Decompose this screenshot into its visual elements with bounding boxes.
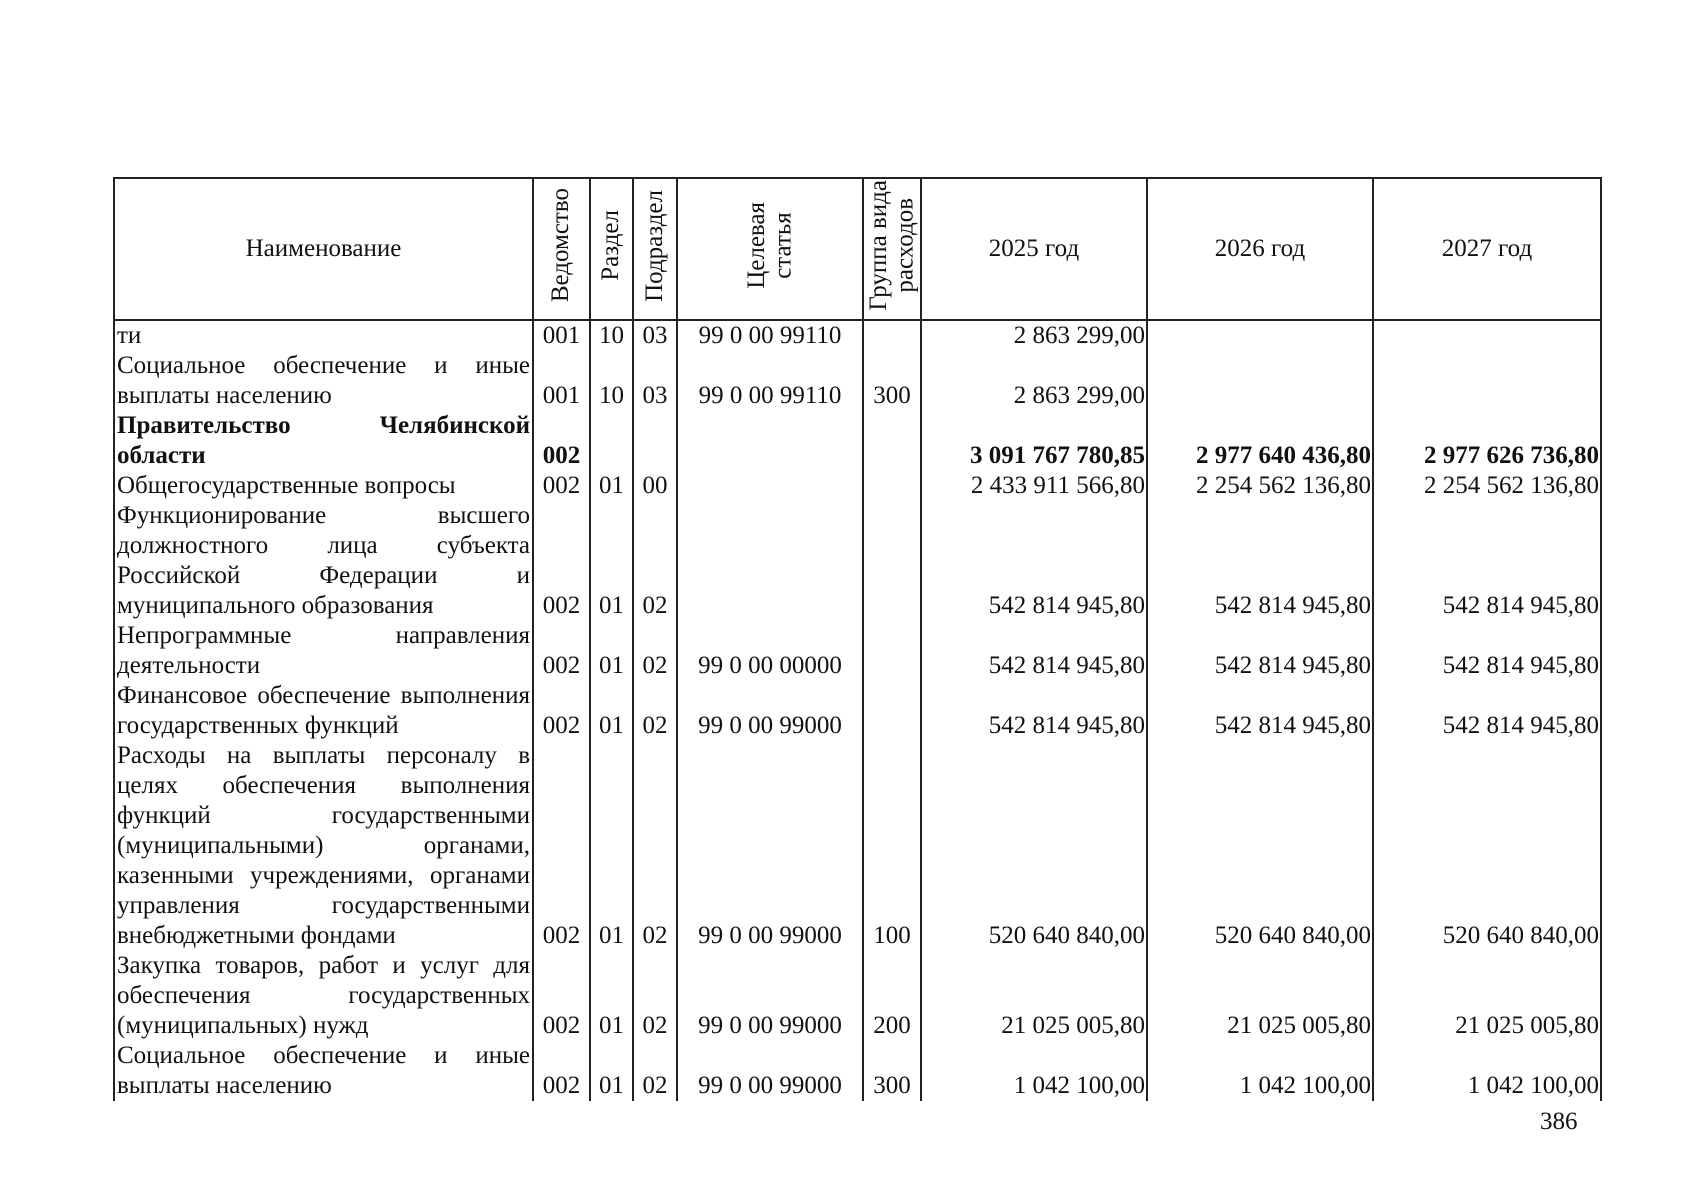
row-amount-2027: 2 254 562 136,80 <box>1373 471 1601 501</box>
row-podrazdel: 02 <box>633 501 677 621</box>
table-header-row <box>114 178 1601 320</box>
header-celevaya-statya: Целевая статья <box>677 178 863 320</box>
header-name: Наименование <box>114 178 533 320</box>
row-gruppa: 100 <box>863 741 921 951</box>
page-number: 386 <box>1540 1108 1578 1135</box>
row-amount-2026: 2 977 640 436,80 <box>1147 411 1373 471</box>
row-name: Непрограммные направления деятельности <box>114 621 533 681</box>
header-year-2025: 2025 год <box>921 178 1147 320</box>
header-podrazdel: Подраздел <box>633 178 677 320</box>
row-celevaya-statya: 99 0 00 99110 <box>677 320 863 351</box>
row-amount-2027: 542 814 945,80 <box>1373 501 1601 621</box>
table-row <box>114 621 1601 681</box>
row-celevaya-statya: 99 0 00 99000 <box>677 741 863 951</box>
row-amount-2027 <box>1373 351 1601 411</box>
row-gruppa <box>863 320 921 351</box>
row-podrazdel: 02 <box>633 621 677 681</box>
row-celevaya-statya: 99 0 00 99110 <box>677 351 863 411</box>
row-gruppa <box>863 501 921 621</box>
row-podrazdel: 00 <box>633 471 677 501</box>
row-amount-2027: 520 640 840,00 <box>1373 741 1601 951</box>
row-amount-2026: 520 640 840,00 <box>1147 741 1373 951</box>
row-podrazdel: 03 <box>633 320 677 351</box>
row-amount-2026 <box>1147 351 1373 411</box>
header-year-2027: 2027 год <box>1373 178 1601 320</box>
row-vedomstvo: 002 <box>533 411 590 471</box>
row-name: Социальное обеспечение и иные выплаты населению <box>114 1041 533 1101</box>
header-vedomstvo: Ведомство <box>533 178 590 320</box>
row-amount-2027: 2 977 626 736,80 <box>1373 411 1601 471</box>
header-gruppa-vida-rashodov: Группа вида расходов <box>863 178 921 320</box>
row-amount-2026 <box>1147 320 1373 351</box>
row-razdel: 01 <box>590 951 633 1041</box>
row-name: ти <box>114 320 533 351</box>
row-name: Финансовое обеспечение выполнения государственных функций <box>114 681 533 741</box>
row-podrazdel <box>633 411 677 471</box>
table-row <box>114 471 1601 501</box>
row-podrazdel: 02 <box>633 1041 677 1101</box>
row-amount-2027: 1 042 100,00 <box>1373 1041 1601 1101</box>
row-amount-2025: 2 863 299,00 <box>921 320 1147 351</box>
row-name: Социальное обеспечение и иные выплаты населению <box>114 351 533 411</box>
row-razdel: 01 <box>590 681 633 741</box>
row-vedomstvo: 002 <box>533 951 590 1041</box>
row-amount-2026: 21 025 005,80 <box>1147 951 1373 1041</box>
row-gruppa <box>863 471 921 501</box>
row-razdel: 01 <box>590 1041 633 1101</box>
row-amount-2026: 542 814 945,80 <box>1147 621 1373 681</box>
row-vedomstvo: 001 <box>533 351 590 411</box>
row-name: Общегосударственные вопросы <box>114 471 533 501</box>
row-podrazdel: 02 <box>633 741 677 951</box>
row-vedomstvo: 002 <box>533 621 590 681</box>
table-row <box>114 741 1601 951</box>
row-celevaya-statya <box>677 411 863 471</box>
row-vedomstvo: 002 <box>533 501 590 621</box>
row-celevaya-statya: 99 0 00 99000 <box>677 1041 863 1101</box>
row-gruppa <box>863 411 921 471</box>
row-gruppa <box>863 621 921 681</box>
row-celevaya-statya: 99 0 00 00000 <box>677 621 863 681</box>
row-amount-2025: 542 814 945,80 <box>921 501 1147 621</box>
row-podrazdel: 03 <box>633 351 677 411</box>
row-gruppa <box>863 681 921 741</box>
row-amount-2026: 542 814 945,80 <box>1147 501 1373 621</box>
row-celevaya-statya: 99 0 00 99000 <box>677 951 863 1041</box>
row-name: Функционирование высшего должностного лица субъекта Российской Федерации и муниципального образования <box>114 501 533 621</box>
row-amount-2026: 2 254 562 136,80 <box>1147 471 1373 501</box>
table-row <box>114 681 1601 741</box>
row-vedomstvo: 001 <box>533 320 590 351</box>
row-vedomstvo: 002 <box>533 1041 590 1101</box>
table-row <box>114 411 1601 471</box>
table-row <box>114 1041 1601 1101</box>
table-row <box>114 320 1601 351</box>
row-podrazdel: 02 <box>633 951 677 1041</box>
table-row <box>114 951 1601 1041</box>
row-amount-2027: 21 025 005,80 <box>1373 951 1601 1041</box>
row-amount-2025: 21 025 005,80 <box>921 951 1147 1041</box>
budget-table <box>113 177 1602 1101</box>
row-amount-2027: 542 814 945,80 <box>1373 681 1601 741</box>
row-vedomstvo: 002 <box>533 741 590 951</box>
row-amount-2026: 1 042 100,00 <box>1147 1041 1373 1101</box>
row-celevaya-statya <box>677 501 863 621</box>
header-razdel: Раздел <box>590 178 633 320</box>
row-vedomstvo: 002 <box>533 681 590 741</box>
row-razdel: 01 <box>590 621 633 681</box>
row-razdel: 10 <box>590 351 633 411</box>
row-podrazdel: 02 <box>633 681 677 741</box>
row-vedomstvo: 002 <box>533 471 590 501</box>
row-razdel: 01 <box>590 471 633 501</box>
row-gruppa: 300 <box>863 351 921 411</box>
row-name: Закупка товаров, работ и услуг для обеспечения государственных (муниципальных) нужд <box>114 951 533 1041</box>
row-razdel: 01 <box>590 501 633 621</box>
row-amount-2027 <box>1373 320 1601 351</box>
row-razdel: 10 <box>590 320 633 351</box>
row-amount-2027: 542 814 945,80 <box>1373 621 1601 681</box>
row-amount-2025: 2 433 911 566,80 <box>921 471 1147 501</box>
header-year-2026: 2026 год <box>1147 178 1373 320</box>
row-amount-2025: 2 863 299,00 <box>921 351 1147 411</box>
table-row <box>114 351 1601 411</box>
row-amount-2026: 542 814 945,80 <box>1147 681 1373 741</box>
row-razdel: 01 <box>590 741 633 951</box>
row-amount-2025: 520 640 840,00 <box>921 741 1147 951</box>
row-amount-2025: 542 814 945,80 <box>921 621 1147 681</box>
row-celevaya-statya <box>677 471 863 501</box>
row-name: Расходы на выплаты персоналу в целях обеспечения выполнения функций государственными (муниципальными) органами, казенными учреждениями, органами управления государственными внебюджетными фондами <box>114 741 533 951</box>
row-amount-2025: 1 042 100,00 <box>921 1041 1147 1101</box>
row-name: Правительство Челябинской области <box>114 411 533 471</box>
row-razdel <box>590 411 633 471</box>
row-celevaya-statya: 99 0 00 99000 <box>677 681 863 741</box>
row-gruppa: 200 <box>863 951 921 1041</box>
row-gruppa: 300 <box>863 1041 921 1101</box>
table-row <box>114 501 1601 621</box>
row-amount-2025: 542 814 945,80 <box>921 681 1147 741</box>
row-amount-2025: 3 091 767 780,85 <box>921 411 1147 471</box>
